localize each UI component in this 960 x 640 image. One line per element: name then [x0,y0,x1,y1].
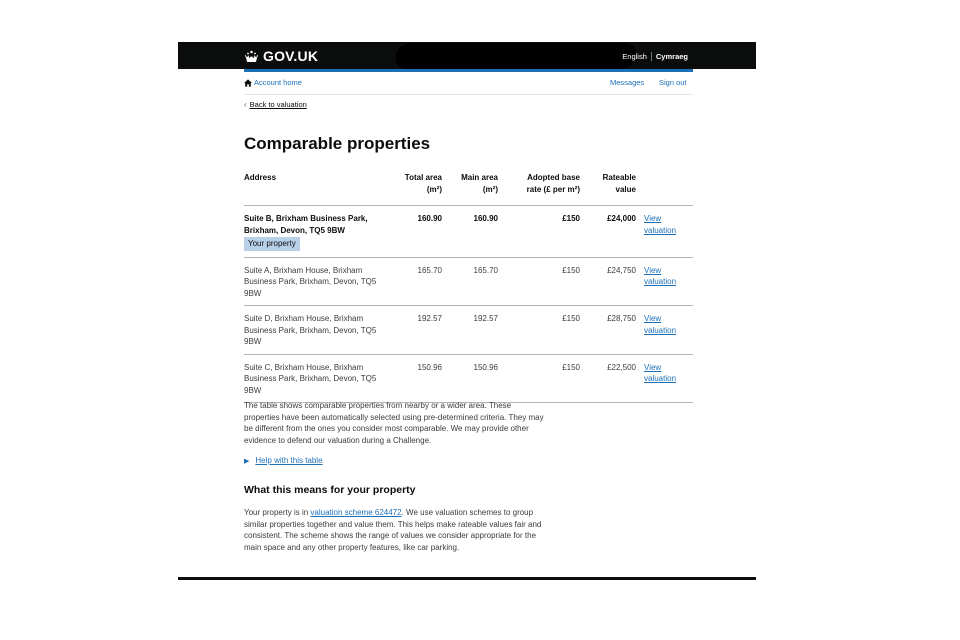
messages-link[interactable]: Messages [610,78,645,87]
home-icon [244,79,252,87]
cell-address [244,206,390,258]
address-text: Suite B, Brixham Business Park, Brixham, Devon, TQ5 9BW [244,214,368,235]
cell-action [640,354,693,403]
sign-out-link[interactable]: Sign out [659,78,687,87]
lang-divider [651,52,652,61]
cell-base-rate: £150 [502,354,584,403]
view-valuation-link[interactable]: View valuation [644,214,677,235]
header-main-area: Main area (m²) [446,172,502,206]
back-link-wrapper [244,100,307,109]
view-valuation-link[interactable]: View valuation [644,265,677,286]
cell-main-area: 160.90 [446,206,502,258]
cell-total-area: 165.70 [390,257,446,306]
valuation-scheme-link[interactable]: valuation scheme 624472 [310,508,402,517]
cell-base-rate: £150 [502,206,584,258]
your-property-tag: Your property [244,237,300,251]
cell-total-area: 150.96 [390,354,446,403]
lang-welsh[interactable]: Cymraeg [655,52,688,61]
cell-main-area: 150.96 [446,354,502,403]
page-frame [178,42,756,580]
account-home-link[interactable] [244,78,302,87]
cell-action [640,306,693,355]
cell-rateable-value: £22,500 [584,354,640,403]
header-accent-bar [244,69,693,72]
table-row [244,206,693,258]
view-valuation-link[interactable]: View valuation [644,362,677,383]
comparables-table [244,172,693,403]
account-home-label[interactable]: Account home [254,78,302,87]
cell-rateable-value: £24,750 [584,257,640,306]
lang-english[interactable]: English [622,52,647,61]
table-note: The table shows comparable properties from nearby or a wider area. These properties have been automatically selected using pre-determined criteria. They may be different from the ones you consider most comparable. We may provide other evidence to defend our valuation during a Challenge. [244,401,544,446]
cell-main-area: 165.70 [446,257,502,306]
cell-address: Suite C, Brixham House, Brixham Business Park, Brixham, Devon, TQ5 9BW [244,354,390,403]
table-row [244,257,693,306]
header-base-rate: Adopted base rate (£ per m²) [502,172,584,206]
cell-main-area: 192.57 [446,306,502,355]
cell-address: Suite A, Brixham House, Brixham Business Park, Brixham, Devon, TQ5 9BW [244,257,390,306]
table-row [244,306,693,355]
chevron-left-icon: ‹ [244,100,247,109]
table-header-row [244,172,693,206]
view-valuation-link[interactable]: View valuation [644,314,677,335]
section-text [244,507,544,554]
cell-action [640,206,693,258]
crown-icon [244,50,259,63]
header-rateable-value: Rateable value [584,172,640,206]
triangle-right-icon: ▶ [244,457,250,465]
logo-text: GOV.UK [263,48,319,64]
account-nav [244,78,693,95]
section-text-after: . We use valuation schemes to group similar properties together and value them. This helps make rateable values fair and consistent. The scheme shows the range of values we consider appropriate for the main space and any other property features, like car parking. [244,508,542,553]
table-row [244,354,693,403]
section-text-before: Your property is in [244,508,311,517]
govuk-logo[interactable] [244,48,318,64]
header-total-area: Total area (m²) [390,172,446,206]
header-address: Address [244,172,390,206]
help-with-table-link[interactable]: Help with this table [255,456,323,465]
language-toggle [622,52,688,61]
cell-rateable-value: £24,000 [584,206,640,258]
section-heading: What this means for your property [244,484,416,496]
bottom-rule [178,577,756,580]
cell-total-area: 192.57 [390,306,446,355]
govuk-header [178,42,756,69]
page-title: Comparable properties [244,134,431,153]
help-details[interactable] [244,456,323,465]
cell-action [640,257,693,306]
back-link[interactable]: Back to valuation [249,100,307,109]
cell-rateable-value: £28,750 [584,306,640,355]
cell-total-area: 160.90 [390,206,446,258]
cell-base-rate: £150 [502,306,584,355]
cell-base-rate: £150 [502,257,584,306]
header-action [640,172,693,206]
redaction-mark [394,43,638,69]
cell-address: Suite D, Brixham House, Brixham Business Park, Brixham, Devon, TQ5 9BW [244,306,390,355]
